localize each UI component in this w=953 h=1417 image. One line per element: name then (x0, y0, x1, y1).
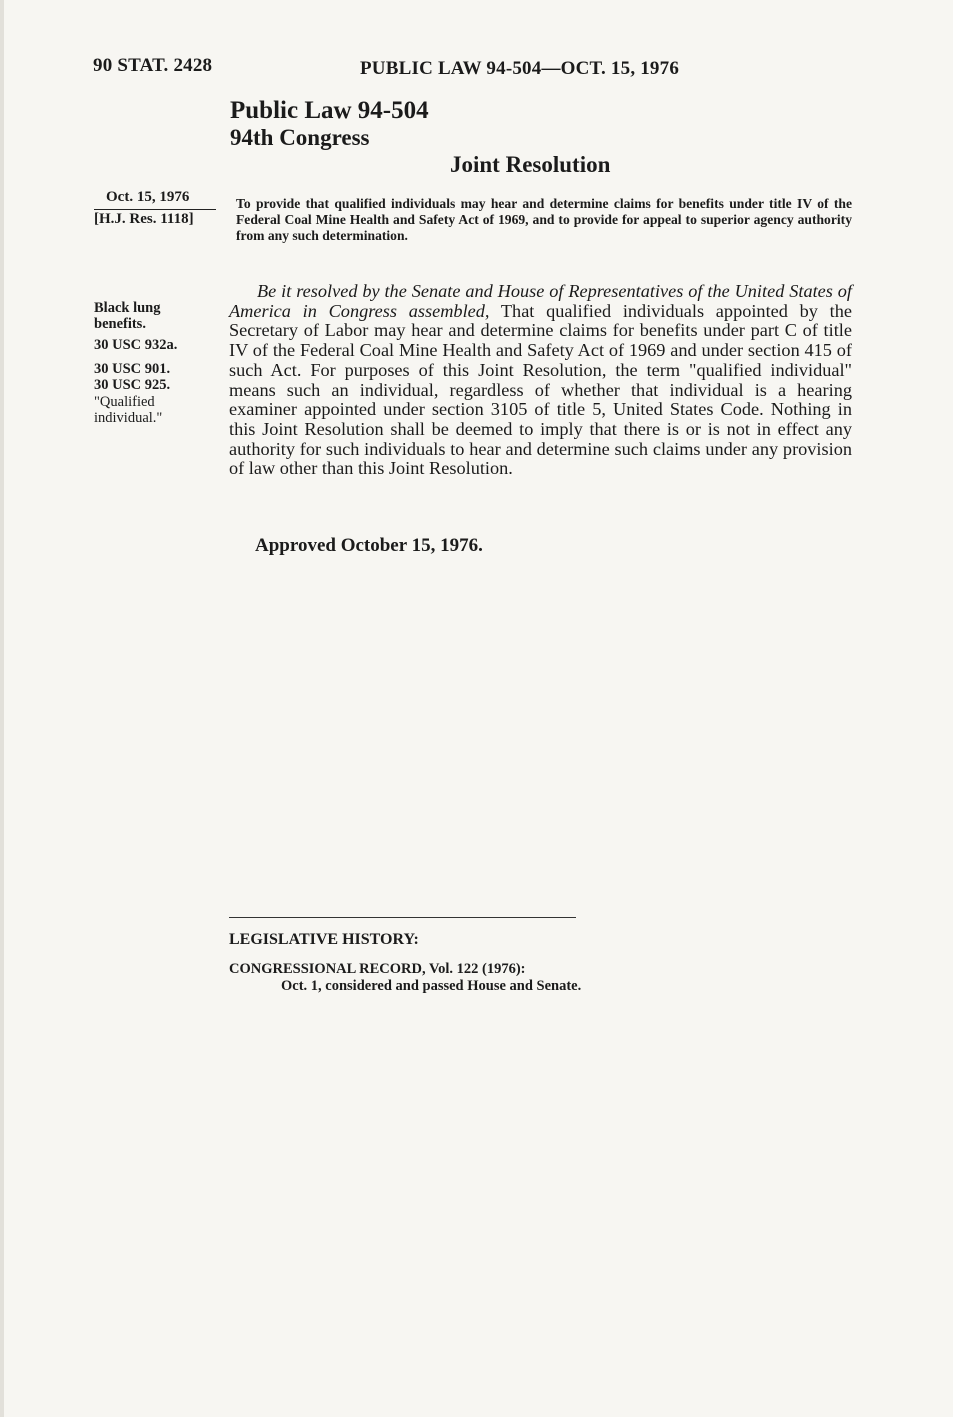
legislative-history-heading: LEGISLATIVE HISTORY: (229, 931, 419, 948)
margin-date: Oct. 15, 1976 (106, 189, 190, 205)
resolution-paragraph (229, 282, 852, 479)
purpose-clause (230, 196, 852, 244)
enacting-clause: Be it resolved by the Senate and House of Representatives of the United States of America in Congress assembled, (229, 281, 852, 321)
margin-note-subject: Black lung benefits. (94, 300, 161, 332)
margin-bill-number: [H.J. Res. 1118] (94, 211, 194, 227)
margin-citation: 30 USC 925. (94, 377, 171, 393)
resolution-body (229, 282, 852, 479)
page-edge (0, 0, 4, 1417)
law-number: Public Law 94-504 (230, 97, 429, 124)
margin-citation: 30 USC 932a. (94, 337, 178, 353)
margin-divider (94, 209, 216, 210)
document-type: Joint Resolution (450, 152, 611, 177)
stat-reference: 90 STAT. 2428 (93, 55, 213, 76)
purpose-text: To provide that qualified individuals may hear and determine claims for benefits under title IV of the Federal Coal Mine Health and Safety Act of 1969, and to provide for appeal to superior agency authority from any such determination. (236, 196, 852, 243)
margin-definition: "Qualified individual." (94, 394, 163, 426)
margin-citation: 30 USC 901. (94, 361, 171, 377)
history-entry: Oct. 1, considered and passed House and Senate. (281, 978, 582, 994)
congress: 94th Congress (230, 125, 370, 150)
congressional-record: CONGRESSIONAL RECORD, Vol. 122 (1976): (229, 961, 526, 977)
history-divider (229, 917, 576, 918)
running-title: PUBLIC LAW 94-504—OCT. 15, 1976 (360, 58, 680, 79)
approval-date: Approved October 15, 1976. (255, 535, 483, 556)
resolution-text: That qualified individuals appointed by the Secretary of Labor may hear and determine claims for benefits under part C of title IV of the Federal Coal Mine Health and Safety Act of 1969 and under section 415 of such Act. For purposes of this Joint Resolution, the term "qualified individual" means such an individual, regardless of whether that individual is a hearing examiner appointed under section 3105 of title 5, United States Code. Nothing in this Joint Resolution shall be deemed to imply that there is or is not in effect any authority for such individuals to hear and determine such claims under any provision of law other than this Joint Resolution. (229, 300, 852, 479)
